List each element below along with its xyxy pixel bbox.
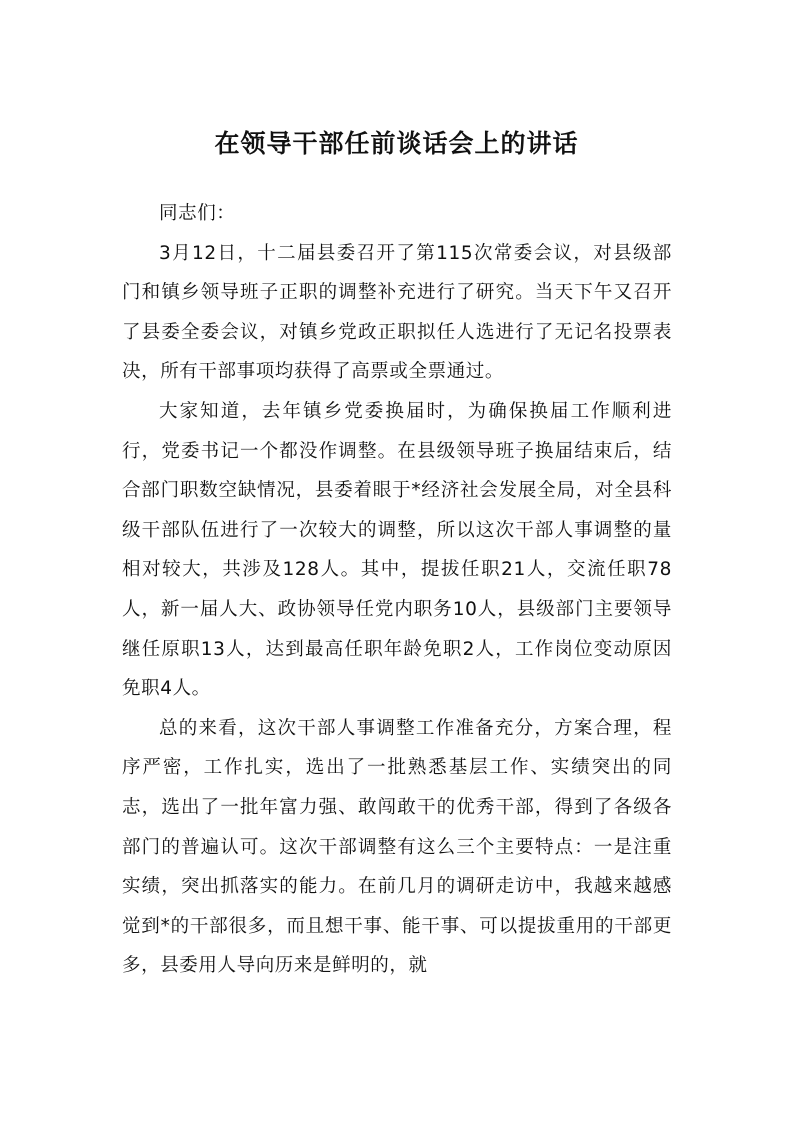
salutation: 同志们：: [159, 203, 236, 224]
document-body: [122, 194, 672, 986]
paragraph-1: 3月12日，十二届县委召开了第115次常委会议，对县级部门和镇乡领导班子正职的调整补充进行了研究。当天下午又召开了县委全委会议，对镇乡党政正职拟任人选进行了无记名投票表决，所有干部事项均获得了高票或全票通过。: [122, 242, 672, 383]
document-title: 在领导干部任前谈话会上的讲话: [214, 129, 579, 158]
paragraph-2: 大家知道，去年镇乡党委换届时，为确保换届工作顺利进行，党委书记一个都没作调整。在县级领导班子换届结束后，结合部门职数空缺情况，县委着眼于*经济社会发展全局，对全县科级干部队伍进行了一次较大的调整，所以这次干部人事调整的量相对较大，共涉及128人。其中，提拔任职21人，交流任职78人，新一届人大、政协领导任党内职务10人，县级部门主要领导继任原职13人，达到最高任职年龄免职2人，工作岗位变动原因免职4人。: [122, 400, 672, 700]
paragraph-3: 总的来看，这次干部人事调整工作准备充分，方案合理，程序严密，工作扎实，选出了一批熟悉基层工作、实绩突出的同志，选出了一批年富力强、敢闯敢干的优秀干部，得到了各级各部门的普遍认可。这次干部调整有这么三个主要特点：一是注重实绩，突出抓落实的能力。在前几月的调研走访中，我越来越感觉到*的干部很多，而且想干事、能干事、可以提拔重用的干部更多，县委用人导向历来是鲜明的，就: [122, 717, 672, 977]
